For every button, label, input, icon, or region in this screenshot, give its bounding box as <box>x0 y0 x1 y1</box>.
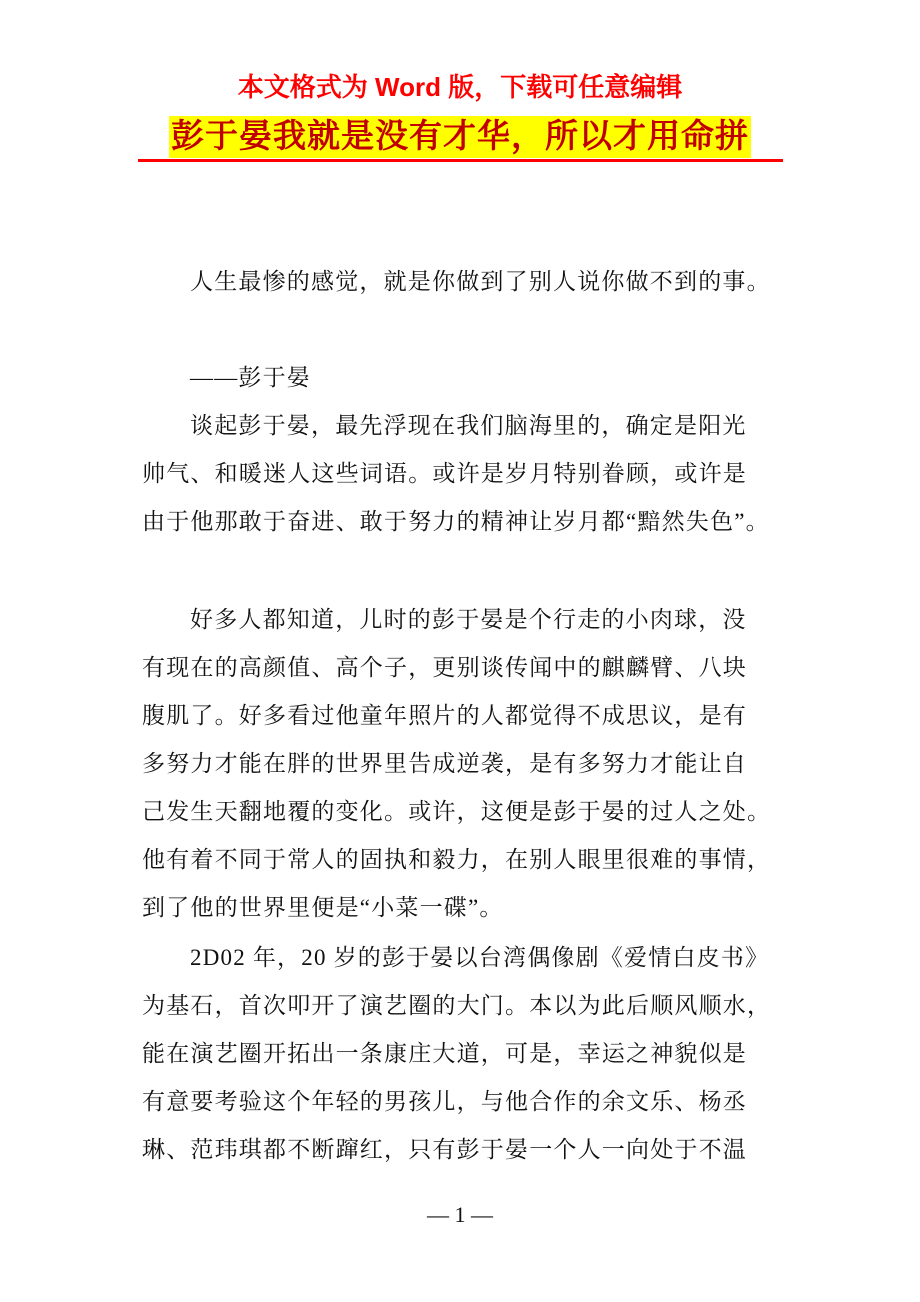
text-line: 有意要考验这个年轻的男孩儿，与他合作的余文乐、杨丞 <box>142 1089 747 1114</box>
document-title: 彭于晏我就是没有才华，所以才用命拼 <box>169 116 751 158</box>
text-line: 帅气、和暖迷人这些词语。或许是岁月特别眷顾，或许是 <box>142 461 747 486</box>
text-line: 由于他那敢于奋进、敢于努力的精神让岁月都“黯然失色”。 <box>142 509 770 534</box>
text-line: 己发生天翻地覆的变化。或许，这便是彭于晏的过人之处。 <box>142 799 772 824</box>
text-line: 能在演艺圈开拓出一条康庄大道，可是，幸运之神貌似是 <box>142 1041 747 1066</box>
text-line: 腹肌了。好多看过他童年照片的人都觉得不成思议，是有 <box>142 703 747 728</box>
quote-paragraph <box>142 258 802 306</box>
paragraph-1 <box>142 402 802 546</box>
text-line: 琳、范玮琪都不断蹿红，只有彭于晏一个人一向处于不温 <box>142 1137 747 1162</box>
title-container <box>0 116 920 158</box>
text-line: 好多人都知道，儿时的彭于晏是个行走的小肉球，没 <box>190 607 747 632</box>
text-line: 谈起彭于晏，最先浮现在我们脑海里的，确定是阳光 <box>190 413 747 438</box>
paragraph-3 <box>142 934 802 1174</box>
text-line: 为基石，首次叩开了演艺圈的大门。本以为此后顺风顺水， <box>142 993 772 1018</box>
paragraph-2 <box>142 596 802 932</box>
text-line: 他有着不同于常人的固执和毅力，在别人眼里很难的事情， <box>142 847 772 872</box>
text-line: 2D02 年，20 岁的彭于晏以台湾偶像剧《爱情白皮书》 <box>190 945 770 970</box>
page-number: — 1 — <box>427 1202 493 1227</box>
attribution-line: ——彭于晏 <box>190 365 311 390</box>
title-divider <box>138 159 783 162</box>
text-line: 到了他的世界里便是“小菜一碟”。 <box>142 895 504 920</box>
text-line: 有现在的高颜值、高个子，更别谈传闻中的麒麟臂、八块 <box>142 655 747 680</box>
format-banner: 本文格式为 Word 版，下载可任意编辑 <box>237 72 683 102</box>
quote-line: 人生最惨的感觉，就是你做到了别人说你做不到的事。 <box>190 269 771 294</box>
text-line: 多努力才能在胖的世界里告成逆袭，是有多努力才能让自 <box>142 751 747 776</box>
attribution-paragraph <box>142 354 802 402</box>
